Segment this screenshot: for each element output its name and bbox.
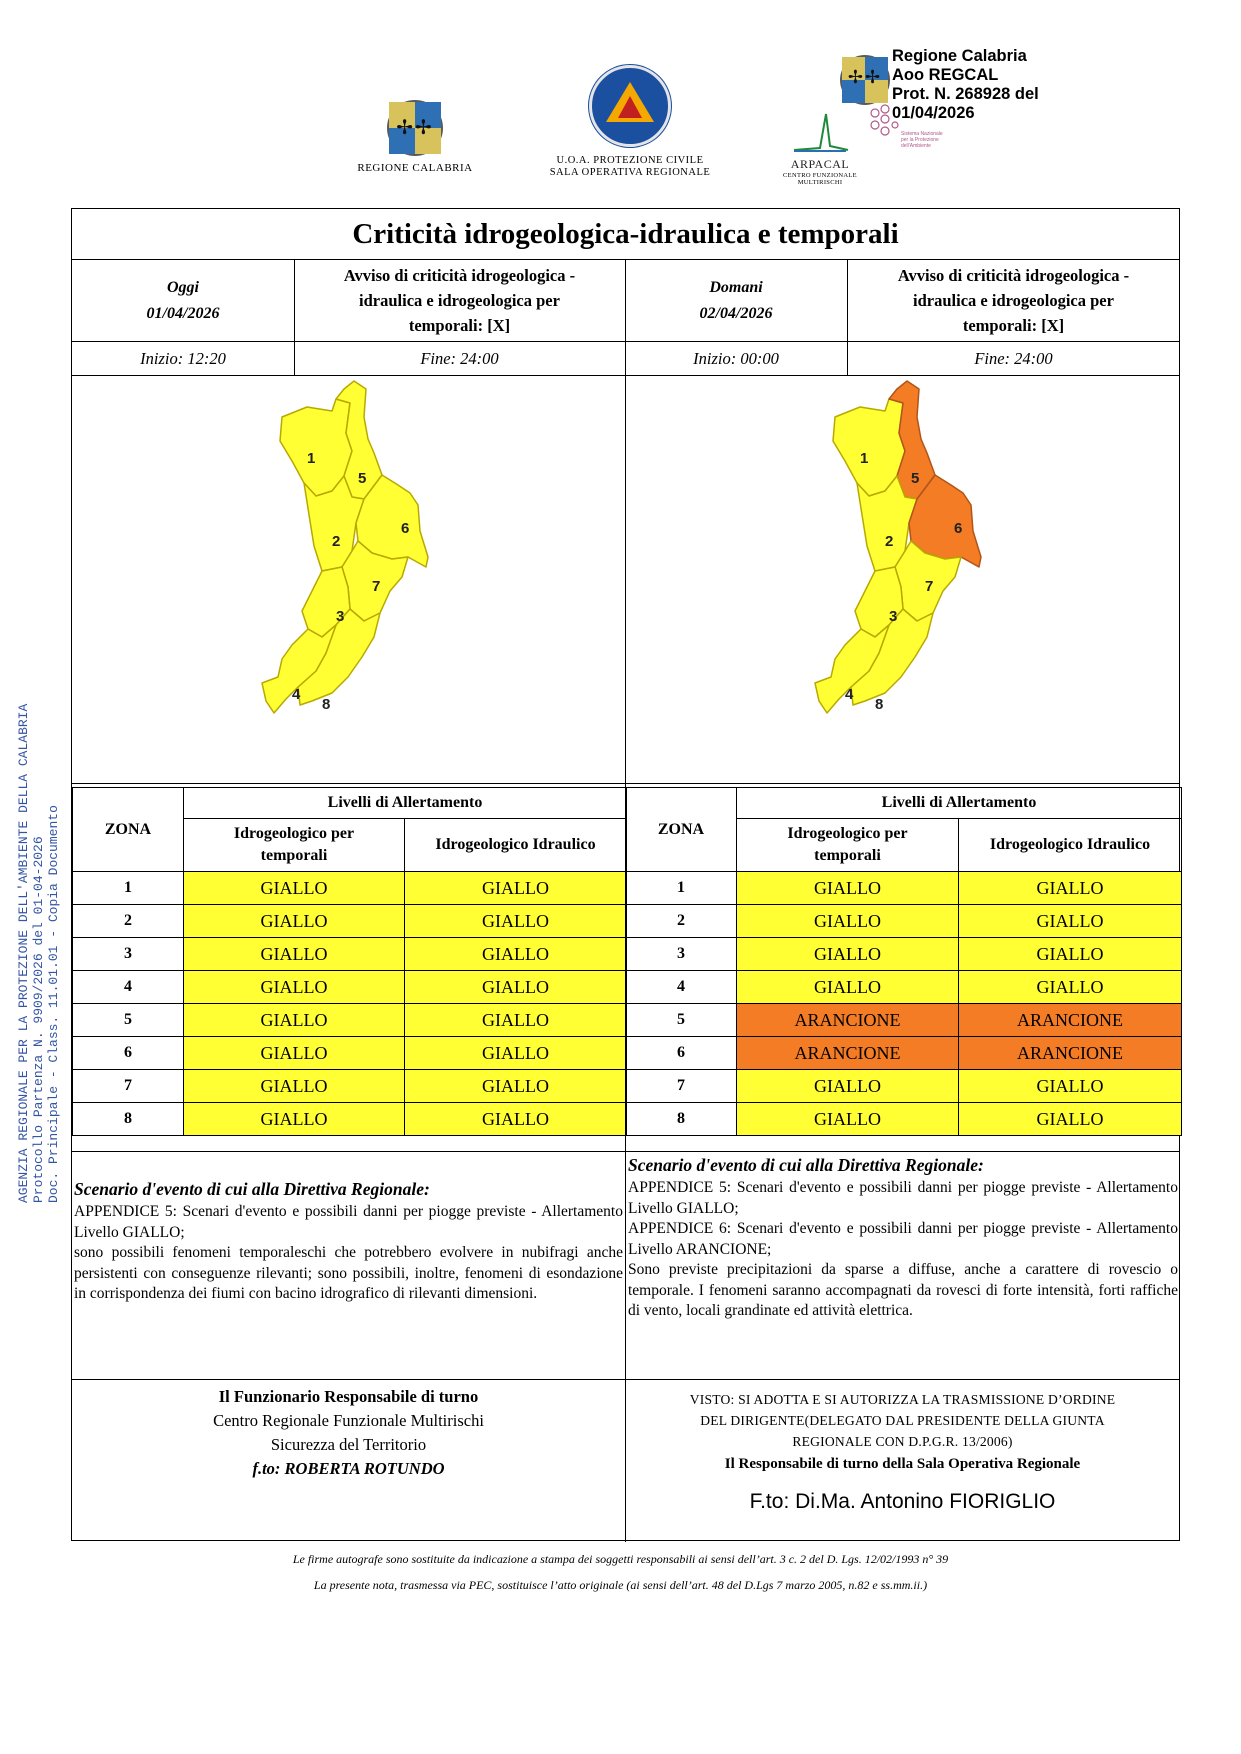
map-today-label-2: 2 xyxy=(332,533,341,550)
today-zona-cell: 2 xyxy=(73,905,184,938)
map-tomorrow-label-4: 4 xyxy=(845,686,854,703)
tomorrow-date: 02/04/2026 xyxy=(699,305,773,322)
tomorrow-table-row xyxy=(626,872,1182,905)
signature-left-line3: Sicurezza del Territorio xyxy=(270,1435,427,1454)
scenario-right-text-2: APPENDICE 6: Scenari d'evento e possibili danni per piogge previste - Allertamento Livello ARANCIONE; xyxy=(628,1220,1178,1258)
tomorrow-zona-header: ZONA xyxy=(626,788,737,872)
today-livelli-header: Livelli di Allertamento xyxy=(184,788,627,819)
side-text-line3: Doc. Principale - Class. 11.01.01 - Copia Documento xyxy=(46,805,61,1203)
protocol-line1: Regione Calabria xyxy=(892,47,1027,65)
scenario-left-text-1: APPENDICE 5: Scenari d'evento e possibili danni per piogge previste - Allertamento Livello GIALLO; xyxy=(74,1203,623,1241)
visto-line3: REGIONALE CON D.P.G.R. 13/2006) xyxy=(792,1434,1013,1449)
today-table-row xyxy=(73,1103,627,1136)
calabria-map-today xyxy=(252,381,502,781)
today-zona-cell: 5 xyxy=(73,1004,184,1037)
today-temporali-level: GIALLO xyxy=(184,905,405,938)
today-alert-table xyxy=(72,787,627,1136)
scenario-right xyxy=(627,1155,1180,1322)
today-temporali-level: GIALLO xyxy=(184,938,405,971)
side-text-line1: AGENZIA REGIONALE PER LA PROTEZIONE DELL'AMBIENTE DELLA CALABRIA xyxy=(16,703,31,1203)
map-today-label-1: 1 xyxy=(307,450,316,467)
today-temporali-level: GIALLO xyxy=(184,1070,405,1103)
today-table-row xyxy=(73,1037,627,1070)
today-table-row xyxy=(73,938,627,971)
today-idraulico-level: GIALLO xyxy=(405,872,627,905)
today-table-row xyxy=(73,905,627,938)
regione-logo-caption: REGIONE CALABRIA xyxy=(357,162,473,174)
today-avviso xyxy=(294,263,625,338)
today-idraulico-level: GIALLO xyxy=(405,1103,627,1136)
bulletin-frame xyxy=(71,208,1180,1541)
tomorrow-table-row xyxy=(626,938,1182,971)
today-date: 01/04/2026 xyxy=(146,305,220,322)
responsabile-sala: Il Responsabile di turno della Sala Operativa Regionale xyxy=(724,1456,1081,1472)
scenario-left-title: Scenario d'evento di cui alla Direttiva Regionale: xyxy=(74,1179,430,1199)
today-idraulico-level: GIALLO xyxy=(405,1037,627,1070)
map-today-label-6: 6 xyxy=(401,520,410,537)
map-tomorrow-label-3: 3 xyxy=(889,608,898,625)
today-avviso-line2: idraulica e idrogeologica per xyxy=(359,291,560,310)
today-col1-header xyxy=(184,819,405,872)
tomorrow-temporali-level: GIALLO xyxy=(737,872,959,905)
tomorrow-col1-header-line1: Idrogeologico per xyxy=(787,825,908,842)
map-tomorrow-label-8: 8 xyxy=(875,696,884,713)
today-temporali-level: GIALLO xyxy=(184,1103,405,1136)
today-temporali-level: GIALLO xyxy=(184,872,405,905)
signature-left-fto: f.to: ROBERTA ROTUNDO xyxy=(252,1459,445,1478)
tomorrow-label: Domani xyxy=(709,279,763,296)
arpacal-sub: CENTRO FUNZIONALE MULTIRISCHI xyxy=(783,172,857,186)
arpacal-wave-icon xyxy=(790,110,850,152)
today-table-row xyxy=(73,872,627,905)
today-col2-header: Idrogeologico Idraulico xyxy=(405,819,627,872)
tomorrow-temporali-level: GIALLO xyxy=(737,938,959,971)
tomorrow-avviso-line1: Avviso di criticità idrogeologica - xyxy=(897,266,1130,285)
signature-right xyxy=(625,1389,1180,1514)
tomorrow-temporali-level: ARANCIONE xyxy=(737,1004,959,1037)
today-zona-header: ZONA xyxy=(73,788,184,872)
tomorrow-fine: Fine: 24:00 xyxy=(974,349,1053,368)
map-tomorrow-label-5: 5 xyxy=(911,470,920,487)
svg-text:Sistema Nazionale: Sistema Nazionale xyxy=(901,131,943,137)
protocol-line2: Aoo REGCAL xyxy=(892,66,999,84)
today-table-row xyxy=(73,1004,627,1037)
pc-caption-line2: SALA OPERATIVA REGIONALE xyxy=(549,167,711,178)
tomorrow-temporali-level: GIALLO xyxy=(737,971,959,1004)
today-idraulico-level: GIALLO xyxy=(405,971,627,1004)
today-label: Oggi xyxy=(167,279,199,296)
today-zona-cell: 4 xyxy=(73,971,184,1004)
protezione-civile-emblem-icon xyxy=(589,65,671,147)
tomorrow-idraulico-level: GIALLO xyxy=(959,938,1182,971)
today-avviso-line3: temporali: [X] xyxy=(408,316,511,335)
tomorrow-temporali-level: GIALLO xyxy=(737,1103,959,1136)
tomorrow-date-cell xyxy=(625,275,847,327)
tomorrow-avviso xyxy=(847,263,1180,338)
tomorrow-idraulico-level: GIALLO xyxy=(959,971,1182,1004)
calabria-map-tomorrow xyxy=(805,381,1055,781)
pc-caption-line1: U.O.A. PROTEZIONE CIVILE xyxy=(556,155,704,166)
arpacal-header xyxy=(760,47,1060,186)
today-idraulico-level: GIALLO xyxy=(405,1004,627,1037)
scenario-right-text-3: Sono previste precipitazioni da sparse a diffuse, anche a carattere di rovescio o temporale. I fenomeni saranno accompagnati da rovesci di forte intensità, forti raffiche di vento, locali grandinate ed attività elettrica. xyxy=(628,1261,1178,1319)
signature-right-fto: F.to: Di.Ma. Antonino FIORIGLIO xyxy=(749,1490,1056,1513)
tomorrow-zona-cell: 8 xyxy=(626,1103,737,1136)
svg-text:per la Protezione: per la Protezione xyxy=(901,137,939,143)
visto-line2: DEL DIRIGENTE(DELEGATO DAL PRESIDENTE DELLA GIUNTA xyxy=(700,1413,1105,1428)
map-today-label-7: 7 xyxy=(372,578,381,595)
snpa-logo-icon xyxy=(865,105,943,155)
bulletin-title: Criticità idrogeologica-idraulica e temporali xyxy=(72,209,1179,260)
today-idraulico-level: GIALLO xyxy=(405,1070,627,1103)
today-temporali-level: GIALLO xyxy=(184,971,405,1004)
footer-line1: Le firme autografe sono sostituite da indicazione a stampa dei soggetti responsabili ai sensi dell’art. 3 c. 2 del D. Lgs. 12/02/1993 n° 39 xyxy=(292,1552,949,1566)
today-temporali-level: GIALLO xyxy=(184,1004,405,1037)
tomorrow-table-row xyxy=(626,1103,1182,1136)
today-zona-cell: 3 xyxy=(73,938,184,971)
map-tomorrow-label-7: 7 xyxy=(925,578,934,595)
map-today xyxy=(252,381,502,781)
map-today-label-3: 3 xyxy=(336,608,345,625)
scenario-right-title: Scenario d'evento di cui alla Direttiva Regionale: xyxy=(628,1155,984,1175)
today-zona-cell: 1 xyxy=(73,872,184,905)
signature-left-title: Il Funzionario Responsabile di turno xyxy=(218,1387,479,1406)
tomorrow-table-row xyxy=(626,1070,1182,1103)
protezione-civile-logo xyxy=(540,65,720,179)
footer-line2: La presente nota, trasmessa via PEC, sostituisce l’atto originale (ai sensi dell’art. 48 del D.Lgs 7 marzo 2005, n.82 e ss.mm.ii.) xyxy=(313,1578,928,1592)
tomorrow-inizio: Inizio: 00:00 xyxy=(693,349,779,368)
tomorrow-avviso-line3: temporali: [X] xyxy=(962,316,1065,335)
signature-left xyxy=(72,1385,625,1481)
arpacal-name: ARPACAL xyxy=(790,157,850,171)
tomorrow-table-row xyxy=(626,905,1182,938)
tomorrow-zona-cell: 3 xyxy=(626,938,737,971)
tomorrow-idraulico-level: GIALLO xyxy=(959,905,1182,938)
tomorrow-idraulico-level: GIALLO xyxy=(959,1103,1182,1136)
today-idraulico-level: GIALLO xyxy=(405,905,627,938)
today-table-row xyxy=(73,971,627,1004)
protocol-line3: Prot. N. 268928 del 01/04/2026 xyxy=(892,85,1039,122)
tomorrow-table-row xyxy=(626,971,1182,1004)
map-tomorrow xyxy=(805,381,1055,781)
tomorrow-avviso-line2: idraulica e idrogeologica per xyxy=(913,291,1114,310)
tomorrow-idraulico-level: ARANCIONE xyxy=(959,1037,1182,1070)
today-zona-cell: 8 xyxy=(73,1103,184,1136)
tomorrow-col2-header: Idrogeologico Idraulico xyxy=(959,819,1182,872)
today-fine: Fine: 24:00 xyxy=(420,349,499,368)
regione-seal-icon: ✢✢ xyxy=(387,100,443,156)
regione-small-seal-icon: ✢✢ xyxy=(840,55,890,105)
today-table-row xyxy=(73,1070,627,1103)
today-idraulico-level: GIALLO xyxy=(405,938,627,971)
map-today-label-8: 8 xyxy=(322,696,331,713)
today-zona-cell: 6 xyxy=(73,1037,184,1070)
tomorrow-temporali-level: GIALLO xyxy=(737,1070,959,1103)
map-today-label-5: 5 xyxy=(358,470,367,487)
tomorrow-zona-cell: 4 xyxy=(626,971,737,1004)
map-today-label-4: 4 xyxy=(292,686,301,703)
arpacal-logo xyxy=(760,110,880,186)
today-col1-header-line1: Idrogeologico per xyxy=(233,825,355,842)
today-col1-header-line2: temporali xyxy=(260,847,328,864)
tomorrow-livelli-header: Livelli di Allertamento xyxy=(737,788,1182,819)
tomorrow-zona-cell: 5 xyxy=(626,1004,737,1037)
tomorrow-temporali-level: GIALLO xyxy=(737,905,959,938)
tomorrow-table-row xyxy=(626,1004,1182,1037)
svg-text:dell'Ambiente: dell'Ambiente xyxy=(901,143,931,149)
today-avviso-line1: Avviso di criticità idrogeologica - xyxy=(343,266,576,285)
tomorrow-idraulico-level: GIALLO xyxy=(959,872,1182,905)
scenario-right-text-1: APPENDICE 5: Scenari d'evento e possibili danni per piogge previste - Allertamento Livello GIALLO; xyxy=(628,1179,1178,1217)
visto-line1: VISTO: SI ADOTTA E SI AUTORIZZA LA TRASMISSIONE D’ORDINE xyxy=(689,1392,1116,1407)
tomorrow-col1-header-line2: temporali xyxy=(814,847,881,864)
side-protocol-text xyxy=(16,503,61,1203)
tomorrow-temporali-level: ARANCIONE xyxy=(737,1037,959,1070)
today-inizio: Inizio: 12:20 xyxy=(140,349,226,368)
tomorrow-idraulico-level: GIALLO xyxy=(959,1070,1182,1103)
map-tomorrow-label-2: 2 xyxy=(885,533,894,550)
today-date-cell xyxy=(72,275,294,327)
tomorrow-idraulico-level: ARANCIONE xyxy=(959,1004,1182,1037)
today-zona-cell: 7 xyxy=(73,1070,184,1103)
signature-left-line2: Centro Regionale Funzionale Multirischi xyxy=(213,1411,484,1430)
scenario-left xyxy=(72,1179,625,1305)
tomorrow-zona-cell: 7 xyxy=(626,1070,737,1103)
tomorrow-table-row xyxy=(626,1037,1182,1070)
side-text-line2: Protocollo Partenza N. 9909/2026 del 01-04-2026 xyxy=(31,836,46,1203)
tomorrow-alert-table xyxy=(625,787,1182,1136)
map-tomorrow-label-1: 1 xyxy=(860,450,869,467)
today-temporali-level: GIALLO xyxy=(184,1037,405,1070)
tomorrow-zona-cell: 2 xyxy=(626,905,737,938)
regione-calabria-logo xyxy=(355,100,475,174)
tomorrow-col1-header xyxy=(737,819,959,872)
map-tomorrow-label-6: 6 xyxy=(954,520,963,537)
tomorrow-zona-cell: 1 xyxy=(626,872,737,905)
tomorrow-zona-cell: 6 xyxy=(626,1037,737,1070)
scenario-left-text-2: sono possibili fenomeni temporaleschi che potrebbero evolvere in nubifragi anche persistenti con conseguenze rilevanti; sono possibili, inoltre, fenomeni di esondazione in corrispondenza dei fiumi con bacino idrografico di rilevanti dimensioni. xyxy=(74,1244,623,1302)
